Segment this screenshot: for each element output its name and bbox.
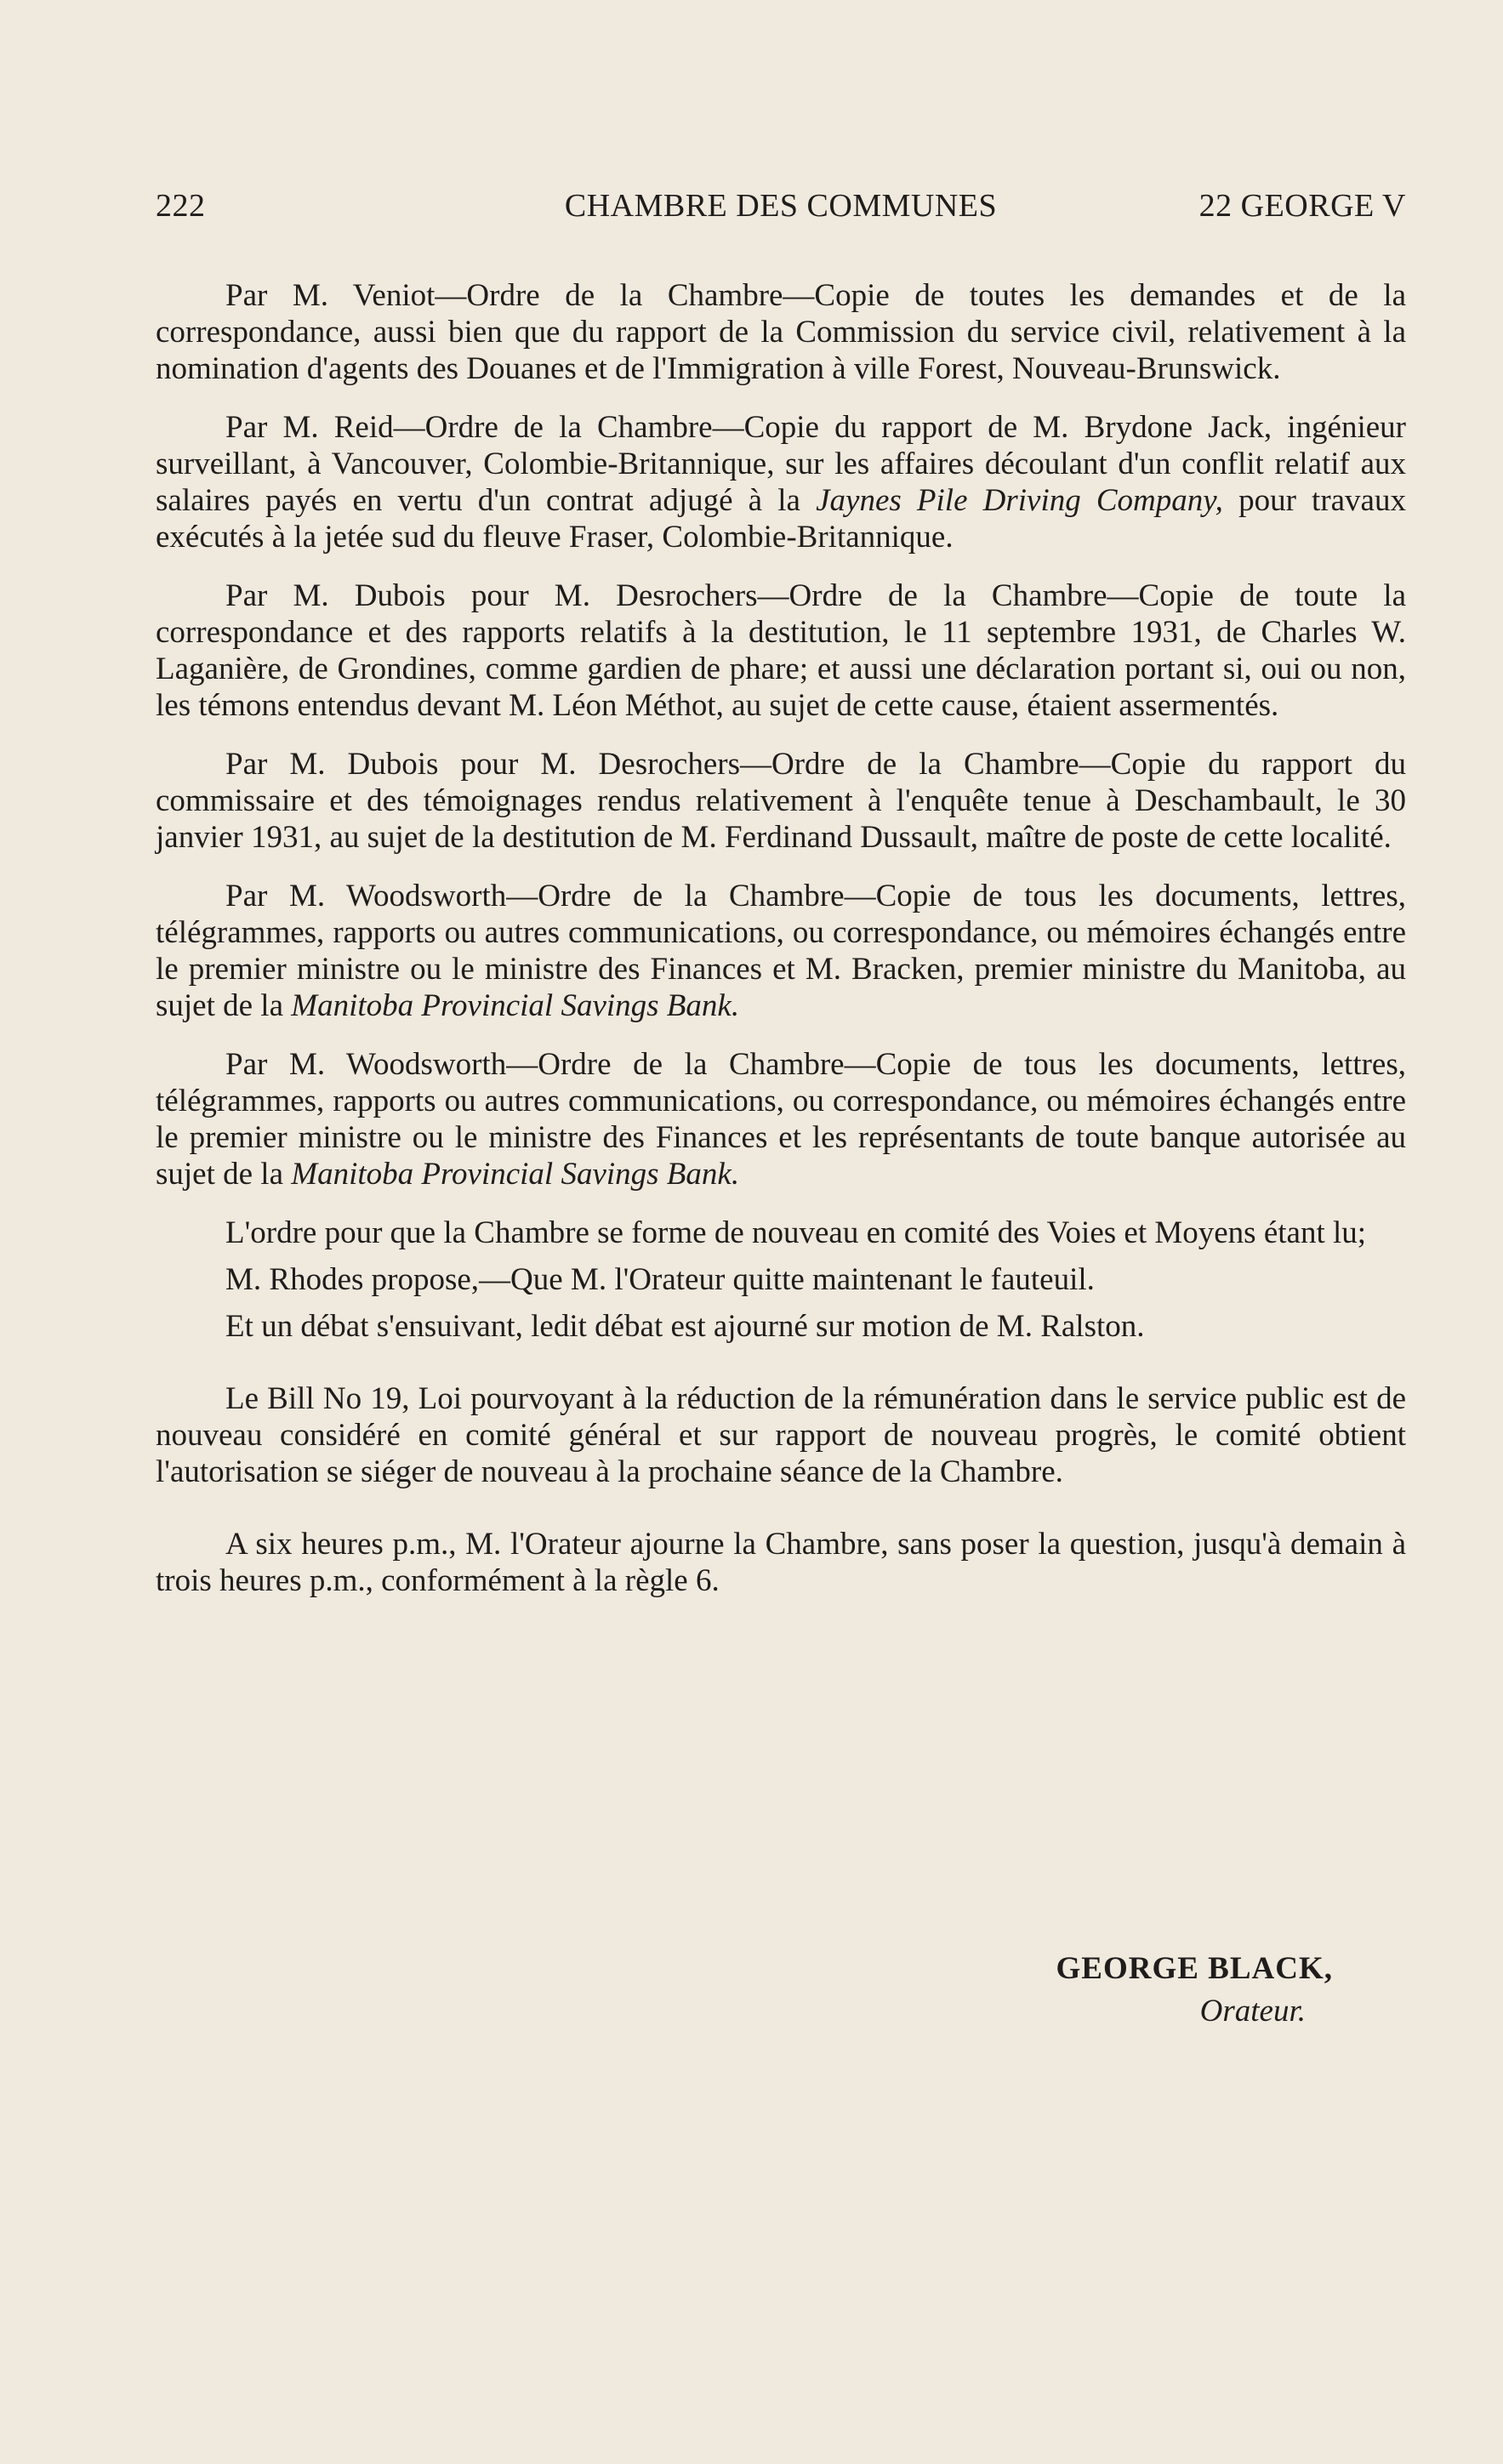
journal-paragraph [156, 1526, 1406, 1599]
paragraph-text: Et un débat s'ensuivant, ledit débat est ajourné sur motion de M. Ralston. [225, 1309, 1145, 1344]
paragraph-text: Par M. Veniot—Ordre de la Chambre—Copie de toutes les demandes et de la correspondance, aussi bien que du rapport de la Commission du service civil, relativement à la nomination d'agents des Douanes et de l'Immigration à ville Forest, Nouveau-Brunswick. [156, 278, 1406, 386]
journal-paragraph [156, 1261, 1406, 1298]
journal-body [156, 277, 1406, 1621]
journal-paragraph [156, 1215, 1406, 1251]
paragraph-text: Par M. Woodsworth—Ordre de la Chambre—Copie de tous les documents, lettres, télégrammes, rapports ou autres communications, ou correspondance, ou mémoires échangés entre le premier ministre ou le ministre des Finances et les représentants de toute banque autorisée au sujet de la [156, 1047, 1406, 1192]
regnal-year: 22 GEORGE V [1198, 188, 1406, 224]
journal-paragraph [156, 878, 1406, 1024]
paragraph-text: Par M. Reid—Ordre de la Chambre—Copie du rapport de M. Brydone Jack, ingénieur surveillant, à Vancouver, Colombie-Britannique, sur les affaires découlant d'un conflit relatif aux salaires payés en vertu d'un contrat adjugé à la [156, 410, 1406, 518]
paragraph-text: Par M. Dubois pour M. Desrochers—Ordre de la Chambre—Copie du rapport du commissaire et des témoignages rendus relativement à l'enquête tenue à Deschambault, le 30 janvier 1931, au sujet de la destitution de M. Ferdinand Dussault, maître de poste de cette localité. [156, 747, 1406, 855]
paragraph-text: Par M. Dubois pour M. Desrochers—Ordre de la Chambre—Copie de toute la correspondance et des rapports relatifs à la destitution, le 11 septembre 1931, de Charles W. Laganière, de Grondines, comme gardien de phare; et aussi une déclaration portant si, oui ou non, les témons entendus devant M. Léon Méthot, au sujet de cette cause, étaient assermentés. [156, 578, 1406, 723]
journal-paragraph [156, 1308, 1406, 1345]
signature-block [1056, 1948, 1334, 2033]
paragraph-text: A six heures p.m., M. l'Orateur ajourne la Chambre, sans poser la question, jusqu'à demain à trois heures p.m., conformément à la règle 6. [156, 1527, 1406, 1598]
paragraph-text: M. Rhodes propose,—Que M. l'Orateur quitte maintenant le fauteuil. [225, 1262, 1095, 1297]
running-title: CHAMBRE DES COMMUNES [564, 188, 998, 224]
journal-paragraph [156, 578, 1406, 724]
page-header [156, 187, 1406, 231]
italic-text: Manitoba Provincial Savings Bank. [291, 1157, 740, 1192]
journal-paragraph [156, 409, 1406, 555]
journal-paragraph [156, 1380, 1406, 1490]
paragraph-text: L'ordre pour que la Chambre se forme de nouveau en comité des Voies et Moyens étant lu; [225, 1215, 1367, 1250]
journal-paragraph [156, 746, 1406, 856]
italic-text: Manitoba Provincial Savings Bank. [291, 988, 740, 1023]
paragraph-text: Le Bill No 19, Loi pourvoyant à la réduction de la rémunération dans le service public est de nouveau considéré en comité général et sur rapport de nouveau progrès, le comité obtient l'autorisation se siéger de nouveau à la prochaine séance de la Chambre. [156, 1381, 1406, 1489]
journal-paragraph [156, 1046, 1406, 1192]
paragraph-text: Par M. Woodsworth—Ordre de la Chambre—Copie de tous les documents, lettres, télégrammes, rapports ou autres communications, ou correspondance, ou mémoires échangés entre le premier ministre ou le ministre des Finances et M. Bracken, premier ministre du Manitoba, au sujet de la [156, 879, 1406, 1023]
speaker-title: Orateur. [1199, 1994, 1306, 2029]
paragraph-text: pour travaux exécutés à la jetée sud du fleuve Fraser, Colombie-Britannique. [156, 483, 1406, 555]
speaker-name: GEORGE BLACK, [1056, 1951, 1333, 1986]
journal-paragraph [156, 277, 1406, 387]
page-number: 222 [156, 188, 206, 224]
italic-text: Jaynes Pile Driving Company, [816, 483, 1223, 518]
